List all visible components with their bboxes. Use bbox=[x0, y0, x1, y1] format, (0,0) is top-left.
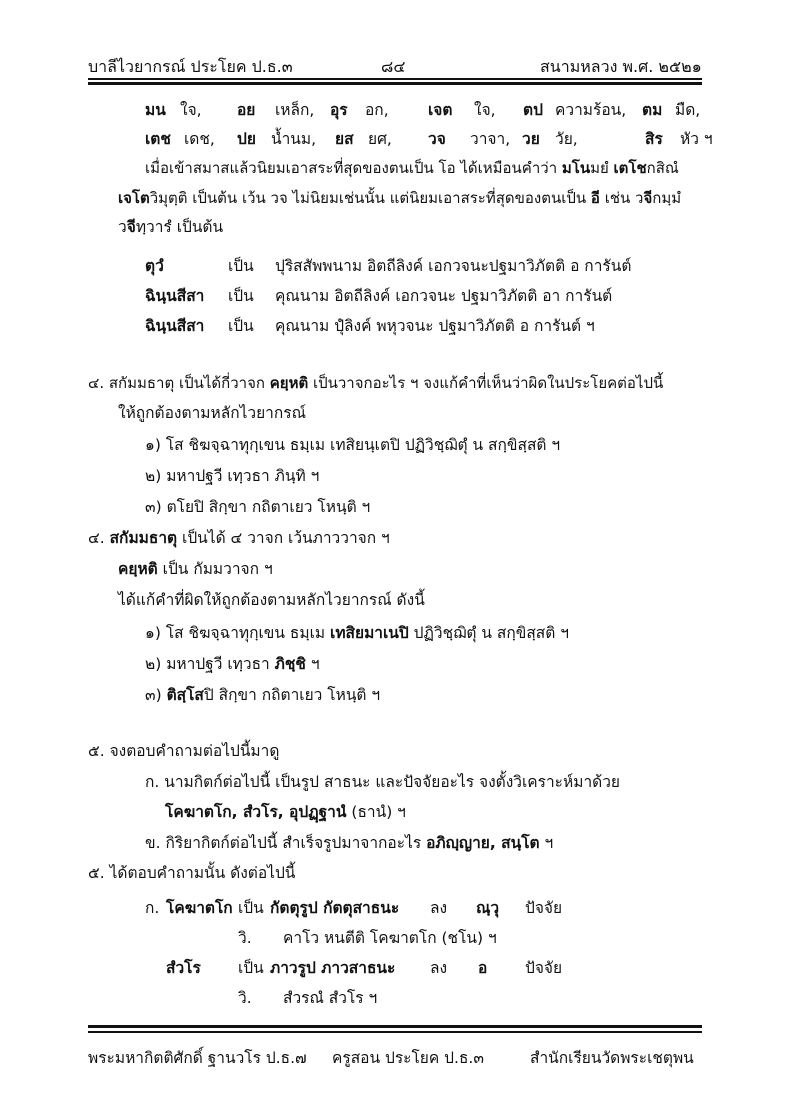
vocab-thai: เหล็ก, bbox=[275, 101, 315, 119]
vocab-pali: มน bbox=[145, 101, 166, 119]
vocab-pali: ตม bbox=[642, 101, 663, 119]
header-right: สนามหลวง พ.ศ. ๒๕๒๑ bbox=[540, 57, 702, 76]
vocab-thai: วาจา, bbox=[470, 130, 511, 148]
vocab-thai: ยศ, bbox=[368, 130, 392, 148]
question-4-item: ๑) โส ชิฆจฺฉาทุกฺเขน ธมฺเม เทสิยนฺเตปิ ปฏิวิชฺฌิตุํ น สกฺขิสฺสติ ฯ bbox=[145, 436, 561, 454]
question-4-line-1: ๔. สกัมมธาตุ เป็นได้กี่วาจก คยฺหติ เป็นวาจกอะไร ฯ จงแก้คำที่เห็นว่าผิดในประโยคต่อไปนี้ bbox=[88, 374, 664, 392]
header-page-number: ๘๔ bbox=[381, 57, 406, 76]
answer-4-line-1: ๔. สกัมมธาตุ เป็นได้ ๔ วาจก เว้นภาววาจก ฯ bbox=[88, 529, 390, 547]
vocab-pali: เตช bbox=[145, 130, 171, 148]
answer-5-title: ๕. ได้ตอบคำถามนั้น ดังต่อไปนี้ bbox=[88, 864, 296, 882]
header-rule-thick bbox=[88, 82, 702, 85]
answer-4-item: ๒) มหาปฐวี เทฺวธา ภิชฺชิ ฯ bbox=[145, 655, 320, 673]
vocab-pali: อุร bbox=[330, 101, 348, 119]
question-5-title: ๕. จงตอบคำถามต่อไปนี้มาดู bbox=[88, 742, 280, 760]
vocab-thai: หัว ฯ bbox=[680, 130, 713, 148]
footer-rule-thin bbox=[88, 1031, 702, 1033]
vocab-pali: วจ bbox=[428, 130, 446, 148]
vocab-thai: ใจ, bbox=[474, 101, 496, 119]
vocab-thai: อก, bbox=[365, 101, 389, 119]
question-4-item: ๓) ตโยปิ สิกฺขา กถิตาเยว โหนฺติ ฯ bbox=[145, 498, 371, 516]
vocab-thai: วัย, bbox=[555, 130, 578, 148]
header-left: บาลีไวยากรณ์ ประโยค ป.ธ.๓ bbox=[88, 57, 293, 76]
vocab-pali: ยส bbox=[335, 130, 354, 148]
answer-4-line-2: คยฺหติ เป็น กัมมวาจก ฯ bbox=[118, 560, 273, 578]
paragraph-line-1: เมื่อเข้าสมาสแล้วนิยมเอาสระที่สุดของตนเป็น โอ ได้เหมือนคำว่า มโนมยํ เตโชกสิณํ bbox=[145, 159, 679, 177]
question-5-item-kha: ข. กิริยากิตก์ต่อไปนี้ สำเร็จรูปมาจากอะไร อภิญฺญาย, สนฺโต ฯ bbox=[145, 834, 554, 852]
footer-rule-thick bbox=[88, 1025, 702, 1028]
document-page: บาลีไวยากรณ์ ประโยค ป.ธ.๓ ๘๔ สนามหลวง พ.ศ. ๒๕๒๑ มน ใจ, อย เหล็ก, อุร อก, เจต ใจ, ตป ความร้อน, ตม มืด, เตช เดช, ปย น้ำนม, ยส ยศ, วจ วาจา, วย วัย, สิร หัว ฯ เมื่อเข้าสมาสแล้วนิยมเอาสระที่สุดของตนเป็น โอ ได้เหมือนคำว่า มโนมยํ เตโชกสิณํ เจโตวิมุตฺติ เป็นต้น เว้น วจ ไม่นิยมเช่นนั้น แต่นิยมเอาสระที่สุดของตนเป็น อี เช่น วจีกมฺมํ วจีทฺวารํ เป็นต้น ตุวํ เป็น ปุริสสัพพนาม อิตถีลิงค์ เอกวจนะปฐมาวิภัตติ อ การันต์ ฉินฺนสีสา เป็น คุณนาม อิตถีลิงค์ เอกวจนะ ปฐมาวิภัตติ อา การันต์ ฉินฺนสีสา เป็น คุณนาม ปุํลิงค์ พหุวจนะ ปฐมาวิภัตติ อ การันต์ ฯ ๔. สกัมมธาตุ เป็นได้กี่วาจก คยฺหติ เป็นวาจกอะไร ฯ จงแก้คำที่เห็นว่าผิดในประโยคต่อไปนี้ ให้ถูกต้องตามหลักไวยากรณ์ ๑) โส ชิฆจฺฉาทุกฺเขน ธมฺเม เทสิยนฺเตปิ ปฏิวิชฺฌิตุํ น สกฺขิสฺสติ ฯ ๒) มหาปฐวี เทฺวธา ภินฺทิ ฯ ๓) ตโยปิ สิกฺขา กถิตาเยว โหนฺติ ฯ ๔. สกัมมธาตุ เป็นได้ ๔ วาจก เว้นภาววาจก ฯ คยฺหติ เป็น กัมมวาจก ฯ ได้แก้คำที่ผิดให้ถูกต้องตามหลักไวยากรณ์ ดังนี้ ๑) โส ชิฆจฺฉาทุกฺเขน ธมฺเม เทสิยมาเนปิ ปฏิวิชฺฌิตุํ น สกฺขิสฺสติ ฯ ๒) มหาปฐวี เทฺวธา ภิชฺชิ ฯ ๓) ติสฺโสปิ สิกฺขา กถิตาเยว โหนฺติ ฯ ๕. จงตอบคำถามต่อไปนี้มาดู ก. นามกิตก์ต่อไปนี้ เป็นรูป สาธนะ และปัจจัยอะไร จงตั้งวิเคราะห์มาด้วย โคฆาตโก, สํวโร, อุปฏฺฐานํ (ธานํ) ฯ ข. กิริยากิตก์ต่อไปนี้ สำเร็จรูปมาจากอะไร อภิญฺญาย, สนฺโต ฯ ๕. ได้ตอบคำถามนั้น ดังต่อไปนี้ ก. โคฆาตโก เป็น กัตตุรูป กัตตุสาธนะ ลง ณฺวุ ปัจจัย วิ. คาโว หนตีติ โคฆาตโก (ชโน) ฯ สํวโร เป็น ภาวรูป ภาวสาธนะ ลง อ ปัจจัย วิ. สํวรณํ สํวโร ฯ พระมหากิตติศักดิ์ ฐานวโร ป.ธ.๗ ครูสอน ประโยค ป.ธ.๓ สำนักเรียนวัดพระเชตุพน bbox=[0, 0, 785, 1111]
answer-4-item: ๓) ติสฺโสปิ สิกฺขา กถิตาเยว โหนฺติ ฯ bbox=[145, 686, 381, 704]
footer-left: พระมหากิตติศักดิ์ ฐานวโร ป.ธ.๗ bbox=[88, 1049, 307, 1067]
paragraph-line-3: วจีทฺวารํ เป็นต้น bbox=[118, 218, 224, 236]
vocab-thai: เดช, bbox=[184, 130, 215, 148]
vocab-pali: สิร bbox=[645, 130, 663, 148]
question-4-item: ๒) มหาปฐวี เทฺวธา ภินฺทิ ฯ bbox=[145, 467, 320, 485]
vocab-pali: ปย bbox=[237, 130, 256, 148]
question-4-line-2: ให้ถูกต้องตามหลักไวยากรณ์ bbox=[118, 404, 306, 422]
vocab-thai: มืด, bbox=[675, 101, 701, 119]
vocab-pali: อย bbox=[237, 101, 256, 119]
footer-center: ครูสอน ประโยค ป.ธ.๓ bbox=[332, 1049, 484, 1067]
question-5-item-ka-words: โคฆาตโก, สํวโร, อุปฏฺฐานํ (ธานํ) ฯ bbox=[165, 803, 406, 821]
header-rule-thin bbox=[88, 78, 702, 80]
footer-right: สำนักเรียนวัดพระเชตุพน bbox=[530, 1049, 694, 1067]
answer-4-item: ๑) โส ชิฆจฺฉาทุกฺเขน ธมฺเม เทสิยมาเนปิ ปฏิวิชฺฌิตุํ น สกฺขิสฺสติ ฯ bbox=[145, 624, 569, 642]
vocab-thai: ใจ, bbox=[180, 101, 202, 119]
vocab-thai: ความร้อน, bbox=[555, 101, 627, 119]
vocab-pali: ตป bbox=[523, 101, 543, 119]
paragraph-line-2: เจโตวิมุตฺติ เป็นต้น เว้น วจ ไม่นิยมเช่นนั้น แต่นิยมเอาสระที่สุดของตนเป็น อี เช่น วจีกมฺมํ bbox=[118, 189, 682, 207]
vocab-thai: น้ำนม, bbox=[271, 130, 317, 148]
question-5-item-ka: ก. นามกิตก์ต่อไปนี้ เป็นรูป สาธนะ และปัจจัยอะไร จงตั้งวิเคราะห์มาด้วย bbox=[145, 773, 620, 791]
answer-4-line-3: ได้แก้คำที่ผิดให้ถูกต้องตามหลักไวยากรณ์ ดังนี้ bbox=[118, 591, 425, 609]
vocab-pali: เจต bbox=[428, 101, 453, 119]
vocab-pali: วย bbox=[522, 130, 540, 148]
